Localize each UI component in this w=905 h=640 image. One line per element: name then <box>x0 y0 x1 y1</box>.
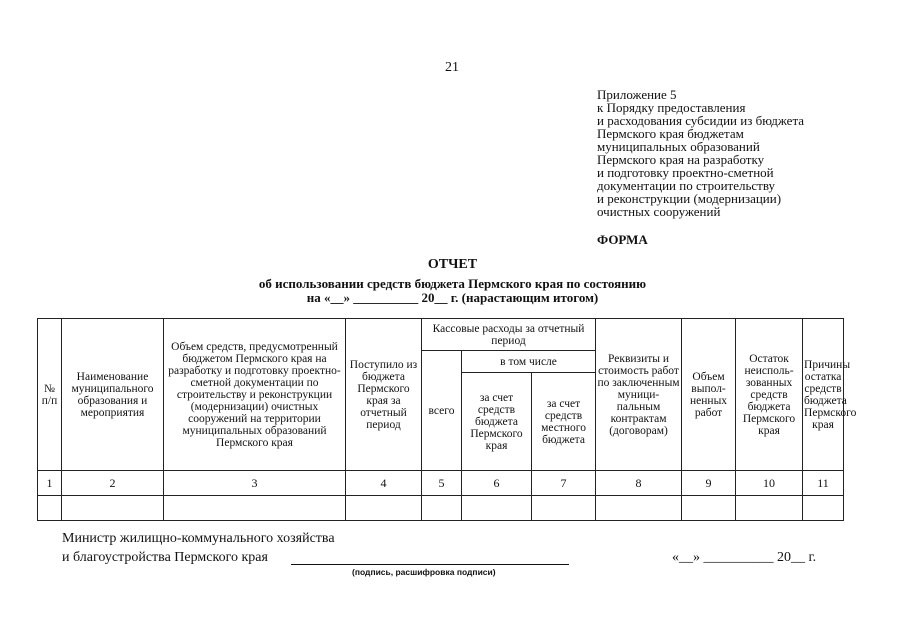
appendix-line: документации по строительству <box>597 178 776 193</box>
appendix-line: Пермского края на разработку <box>597 152 765 167</box>
column-number: 11 <box>803 471 844 496</box>
empty-data-row <box>38 496 844 521</box>
table-cell[interactable] <box>422 496 462 521</box>
table-cell[interactable] <box>462 496 532 521</box>
header-municipality: Наименование муниципального образования и мероприятия <box>62 319 164 471</box>
column-number: 2 <box>62 471 164 496</box>
header-total: всего <box>422 351 462 471</box>
appendix-line: и реконструкции (модернизации) <box>597 191 782 206</box>
table-cell[interactable] <box>62 496 164 521</box>
column-number: 3 <box>164 471 346 496</box>
column-number: 7 <box>532 471 596 496</box>
header-budget-volume: Объем средств, предусмотренный бюджетом Пермского края на разработку и подготовку проектно-сметной документации по строительству и реконструкции (модернизации) очистных сооружений на территории муниципальных образований Пермского края <box>164 319 346 471</box>
header-local-budget: за счет средств местного бюджета <box>532 373 596 471</box>
column-number: 5 <box>422 471 462 496</box>
table-cell[interactable] <box>164 496 346 521</box>
column-number: 1 <box>38 471 62 496</box>
header-regional-budget: за счет средств бюджета Пермского края <box>462 373 532 471</box>
column-number: 9 <box>682 471 736 496</box>
subtitle-line-2: на «__» __________ 20__ г. (нарастающим итогом) <box>306 290 599 305</box>
signature-caption: (подпись, расшифровка подписи) <box>352 567 496 577</box>
appendix-line: и подготовку проектно-сметной <box>597 165 774 180</box>
table-cell[interactable] <box>346 496 422 521</box>
signatory-title-line-2: и благоустройства Пермского края <box>62 550 268 565</box>
signatory-title-line-1: Министр жилищно-коммунального хозяйства <box>62 531 335 546</box>
header-contract-details: Реквизиты и стоимость работ по заключенным муници- пальным контрактам (договорам) <box>596 319 682 471</box>
header-including: в том числе <box>462 351 596 373</box>
column-number: 4 <box>346 471 422 496</box>
subtitle-line-1: об использовании средств бюджета Пермского края по состоянию <box>258 276 647 291</box>
table-cell[interactable] <box>38 496 62 521</box>
header-remaining-reasons: Причины остатка средств бюджета Пермского края <box>803 319 844 471</box>
page-number: 21 <box>445 60 459 75</box>
signature-blank-line[interactable] <box>291 564 569 565</box>
header-remaining-funds: Остаток неисполь- зованных средств бюджета Пермского края <box>736 319 803 471</box>
header-row-number: № п/п <box>38 319 62 471</box>
table-cell[interactable] <box>736 496 803 521</box>
column-numbers-row <box>38 471 844 496</box>
report-subtitle <box>0 277 905 305</box>
appendix-block <box>597 88 897 218</box>
table-cell[interactable] <box>532 496 596 521</box>
header-cash-expenses: Кассовые расходы за отчетный период <box>422 319 596 351</box>
appendix-line: очистных сооружений <box>597 204 721 219</box>
table-cell[interactable] <box>596 496 682 521</box>
column-number: 8 <box>596 471 682 496</box>
table-cell[interactable] <box>803 496 844 521</box>
column-number: 6 <box>462 471 532 496</box>
report-title: ОТЧЕТ <box>427 257 478 272</box>
table-cell[interactable] <box>682 496 736 521</box>
appendix-line: Пермского края бюджетам <box>597 126 744 141</box>
appendix-line: к Порядку предоставления <box>597 100 746 115</box>
appendix-line: и расходования субсидии из бюджета <box>597 113 805 128</box>
signature-date-field: «__» __________ 20__ г. <box>672 550 817 565</box>
header-work-volume: Объем выпол- ненных работ <box>682 319 736 471</box>
column-number: 10 <box>736 471 803 496</box>
report-table <box>37 318 857 521</box>
appendix-line: муниципальных образований <box>597 139 760 154</box>
header-received: Поступило из бюджета Пермского края за отчетный период <box>346 319 422 471</box>
form-label: ФОРМА <box>597 232 648 247</box>
appendix-line: Приложение 5 <box>597 87 677 102</box>
